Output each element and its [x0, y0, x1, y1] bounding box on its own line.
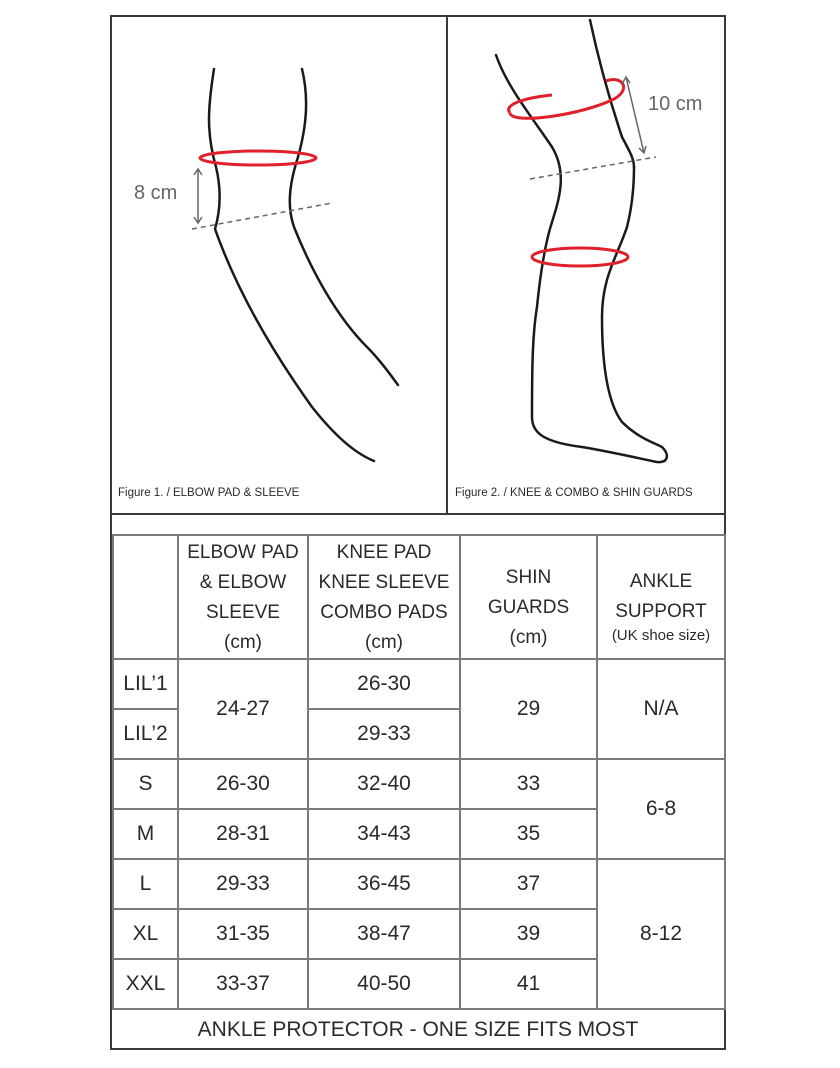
header-text: COMBO PADS [320, 602, 448, 623]
shin-cell: 35 [460, 809, 597, 859]
elbow-cell: 31-35 [178, 909, 308, 959]
header-text: & ELBOW [199, 572, 287, 593]
size-label: XL [113, 909, 178, 959]
header-text: ANKLE [629, 571, 693, 592]
size-chart [110, 15, 726, 1050]
header-knee [308, 535, 460, 659]
header-shin [460, 535, 597, 659]
ankle-cell: 8-12 [597, 859, 725, 1009]
size-label: XXL [113, 959, 178, 1009]
header-elbow [178, 535, 308, 659]
calf-measure-band [532, 248, 628, 266]
size-label: M [113, 809, 178, 859]
figure-1-caption: Figure 1. / ELBOW PAD & SLEEVE [118, 487, 300, 499]
corner-cell [113, 535, 178, 659]
ankle-cell: 6-8 [597, 759, 725, 859]
elbow-cell: 28-31 [178, 809, 308, 859]
elbow-cell: 33-37 [178, 959, 308, 1009]
header-unit: (UK shoe size) [611, 627, 711, 644]
size-label: LIL’2 [113, 709, 178, 759]
figures-panel [112, 17, 724, 515]
table-header-row [113, 535, 725, 659]
elbow-cell: 26-30 [178, 759, 308, 809]
header-unit: (cm) [224, 632, 262, 653]
header-text: SHIN [505, 567, 552, 588]
leg-illustration [496, 20, 667, 462]
header-unit: (cm) [365, 632, 403, 653]
figures-illustration [112, 17, 724, 513]
knee-cell: 38-47 [308, 909, 460, 959]
elbow-cell: 24-27 [178, 659, 308, 759]
shin-cell: 41 [460, 959, 597, 1009]
size-table [112, 534, 726, 1010]
header-text: GUARDS [487, 597, 570, 618]
knee-cell: 32-40 [308, 759, 460, 809]
size-label: L [113, 859, 178, 909]
table-row [113, 659, 725, 709]
knee-cell: 36-45 [308, 859, 460, 909]
knee-cell: 40-50 [308, 959, 460, 1009]
arm-illustration [209, 69, 398, 461]
table-row [113, 859, 725, 909]
table-row [113, 759, 725, 809]
knee-dimension [530, 77, 656, 179]
header-text: ELBOW PAD [187, 542, 299, 563]
knee-cell: 34-43 [308, 809, 460, 859]
knee-measurement-label: 10 cm [648, 93, 703, 115]
elbow-measurement-label: 8 cm [134, 182, 178, 204]
shin-cell: 29 [460, 659, 597, 759]
header-text: SUPPORT [615, 601, 707, 622]
knee-cell: 26-30 [308, 659, 460, 709]
header-ankle [597, 535, 725, 659]
header-unit: (cm) [509, 627, 548, 648]
size-label: S [113, 759, 178, 809]
figure-divider [446, 17, 448, 513]
elbow-cell: 29-33 [178, 859, 308, 909]
header-text: KNEE SLEEVE [318, 572, 450, 593]
header-text: KNEE PAD [336, 542, 432, 563]
shin-cell: 37 [460, 859, 597, 909]
shin-cell: 39 [460, 909, 597, 959]
shin-cell: 33 [460, 759, 597, 809]
header-text: SLEEVE [206, 602, 280, 623]
knee-cell: 29-33 [308, 709, 460, 759]
figure-2-caption: Figure 2. / KNEE & COMBO & SHIN GUARDS [455, 487, 693, 499]
ankle-cell: N/A [597, 659, 725, 759]
footer-note: ANKLE PROTECTOR - ONE SIZE FITS MOST [112, 1008, 724, 1050]
elbow-dimension [192, 169, 332, 229]
size-label: LIL’1 [113, 659, 178, 709]
